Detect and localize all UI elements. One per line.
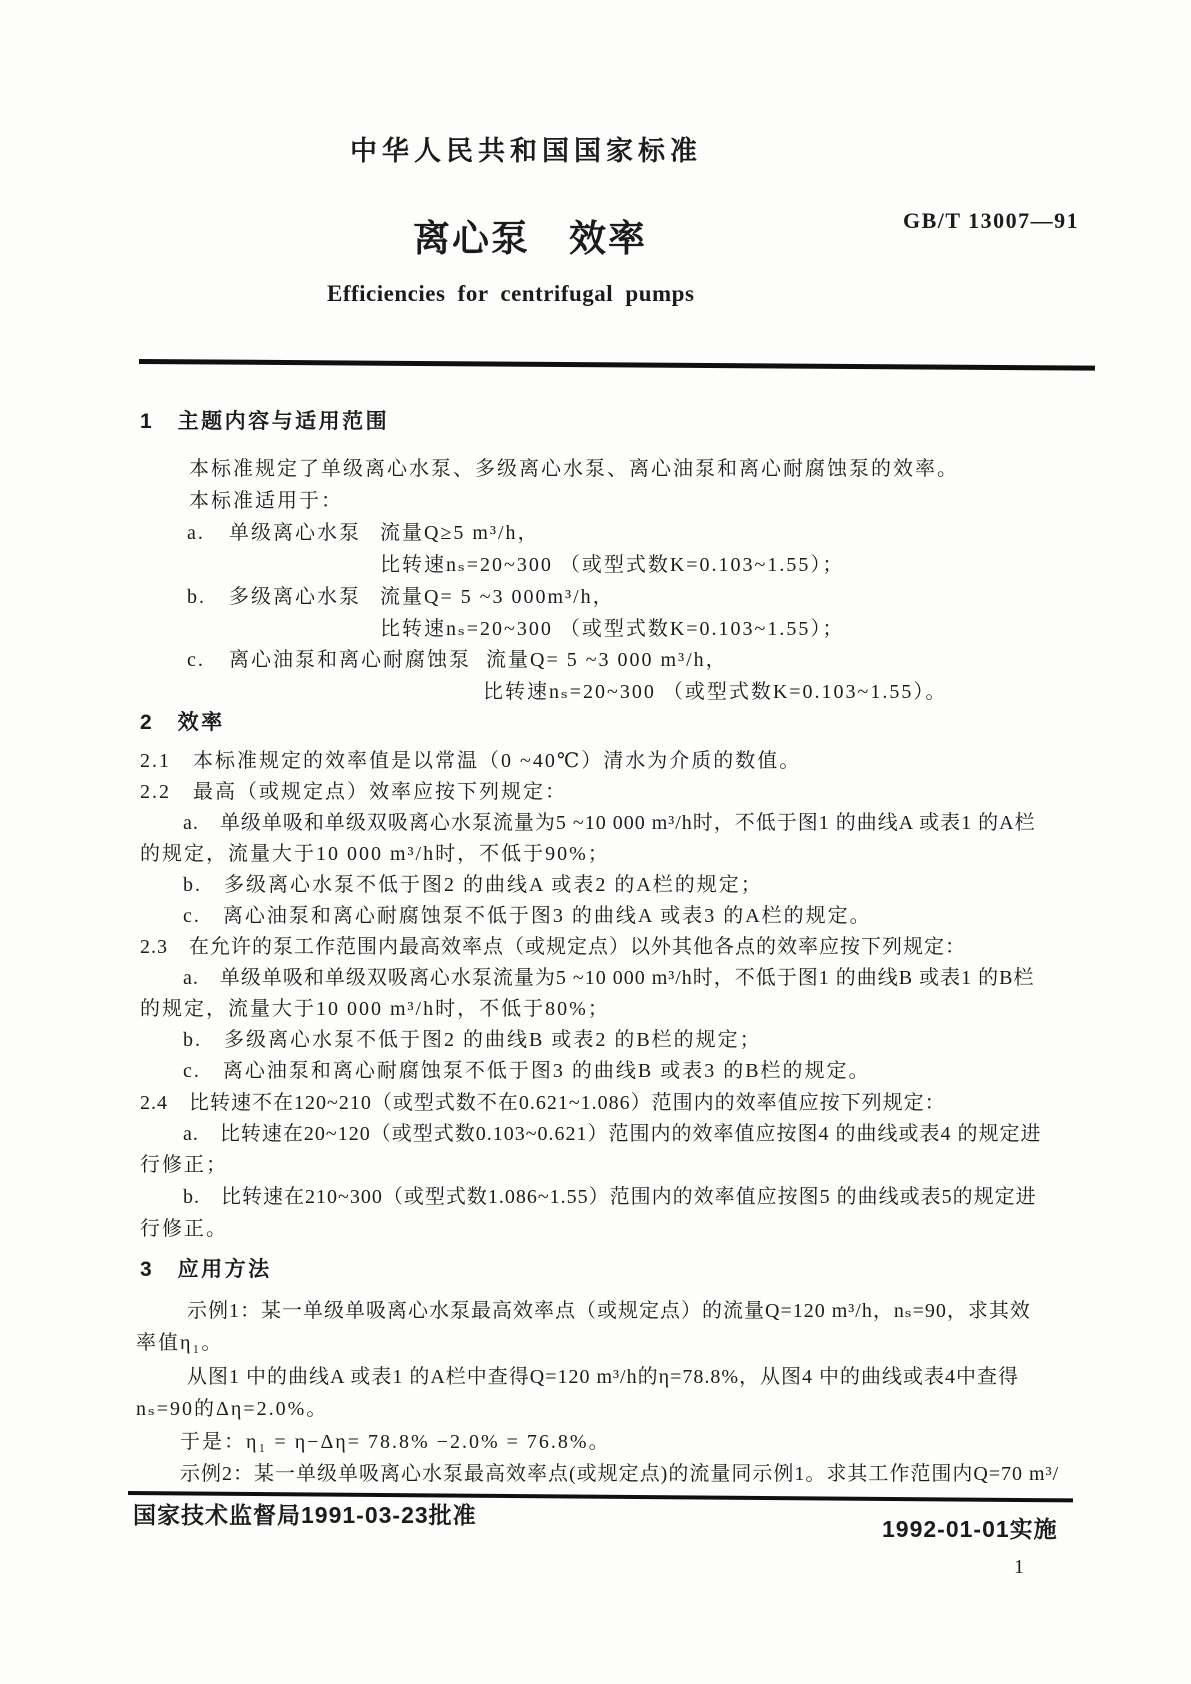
footer-rule (128, 1491, 1073, 1502)
implementation-date: 1992-01-01实施 (882, 1516, 1058, 1542)
para-2-4-b-line1: b. 比转速在210~300（或型式数1.086~1.55）范围内的效率值应按图5 的曲线或表5的规定进 (183, 1186, 1037, 1208)
item-a-speed: 比转速nₛ=20~300 （或型式数K=0.103~1.55）； (380, 554, 845, 576)
item-b-label: b. (187, 586, 206, 608)
para-2-2-a-line2: 的规定，流量大于10 000 m³/h时，不低于90%； (140, 843, 610, 865)
example-1-line1: 示例1：某一单级单吸离心水泵最高效率点（或规定点）的流量Q=120 m³/h，nₛ=90，求其效 (187, 1300, 1031, 1322)
para-2-3-a-line1: a. 单级单吸和单级双吸离心水泵流量为5 ~10 000 m³/h时，不低于图1 的曲线B 或表1 的B栏 (183, 967, 1035, 989)
para-2-4: 2.4 比转速不在120~210（或型式数不在0.621~1.086）范围内的效率值应按下列规定： (140, 1092, 946, 1114)
para-2-4-b-line2: 行修正。 (140, 1218, 228, 1240)
section-1-scope-lead: 本标准适用于： (189, 490, 343, 512)
para-2-2-a-line1: a. 单级单吸和单级双吸离心水泵流量为5 ~10 000 m³/h时，不低于图1 的曲线A 或表1 的A栏 (183, 812, 1036, 834)
section-1-heading: 1 主题内容与适用范围 (140, 410, 390, 433)
page-number: 1 (1014, 1556, 1024, 1578)
result-line: 于是：η₁ = η−Δη= 78.8% −2.0% = 76.8%。 (180, 1431, 611, 1453)
item-b-flow: 流量Q= 5 ~3 000m³/h， (380, 586, 615, 608)
para-2-4-a-line2: 行修正； (140, 1154, 228, 1176)
item-c-flow: 流量Q= 5 ~3 000 m³/h， (486, 649, 728, 671)
example-2-line1: 示例2：某一单级单吸离心水泵最高效率点(或规定点)的流量同示例1。求其工作范围内Q=70 m³/ (180, 1463, 1060, 1485)
item-c-name: 离心油泵和离心耐腐蚀泵 (229, 649, 471, 671)
item-b-speed: 比转速nₛ=20~300 （或型式数K=0.103~1.55）； (380, 618, 845, 640)
para-2-3-c: c. 离心油泵和离心耐腐蚀泵不低于图3 的曲线B 或表3 的B栏的规定。 (183, 1060, 871, 1082)
item-a-name: 单级离心水泵 (229, 522, 361, 544)
document-title-en: Efficiencies for centrifugal pumps (327, 281, 695, 306)
item-c-label: c. (187, 649, 205, 671)
item-a-flow: 流量Q≥5 m³/h， (380, 522, 540, 544)
national-standard-label: 中华人民共和国国家标准 (350, 136, 702, 166)
header-rule (139, 359, 1095, 371)
section-1-intro: 本标准规定了单级离心水泵、多级离心水泵、离心油泵和离心耐腐蚀泵的效率。 (189, 458, 959, 480)
item-a-label: a. (187, 522, 205, 544)
lookup-line1: 从图1 中的曲线A 或表1 的A栏中查得Q=120 m³/h的η=78.8%，从图4 中的曲线或表4中查得 (187, 1366, 1020, 1388)
para-2-2: 2.2 最高（或规定点）效率应按下列规定： (140, 781, 567, 803)
lookup-line2: nₛ=90的Δη=2.0%。 (136, 1398, 329, 1420)
item-b-name: 多级离心水泵 (229, 586, 361, 608)
para-2-3-b: b. 多级离心水泵不低于图2 的曲线B 或表2 的B栏的规定； (183, 1029, 762, 1051)
para-2-2-b: b. 多级离心水泵不低于图2 的曲线A 或表2 的A栏的规定； (183, 874, 763, 896)
para-2-1: 2.1 本标准规定的效率值是以常温（0 ~40℃）清水为介质的数值。 (140, 750, 802, 772)
document-title-cn: 离心泵 效率 (413, 218, 647, 259)
standard-number: GB/T 13007—91 (903, 208, 1080, 233)
section-2-heading: 2 效率 (140, 711, 225, 734)
para-2-2-c: c. 离心油泵和离心耐腐蚀泵不低于图3 的曲线A 或表3 的A栏的规定。 (183, 905, 872, 927)
para-2-3: 2.3 在允许的泵工作范围内最高效率点（或规定点）以外其他各点的效率应按下列规定： (140, 936, 966, 958)
approval-authority: 国家技术监督局1991-03-23批准 (133, 1502, 477, 1528)
example-1-line2: 率值η₁。 (136, 1332, 224, 1354)
section-3-heading: 3 应用方法 (140, 1258, 272, 1281)
item-c-speed: 比转速nₛ=20~300 （或型式数K=0.103~1.55）。 (483, 681, 948, 703)
para-2-4-a-line1: a. 比转速在20~120（或型式数0.103~0.621）范围内的效率值应按图4 的曲线或表4 的规定进 (183, 1123, 1042, 1145)
para-2-3-a-line2: 的规定，流量大于10 000 m³/h时，不低于80%； (140, 998, 610, 1020)
